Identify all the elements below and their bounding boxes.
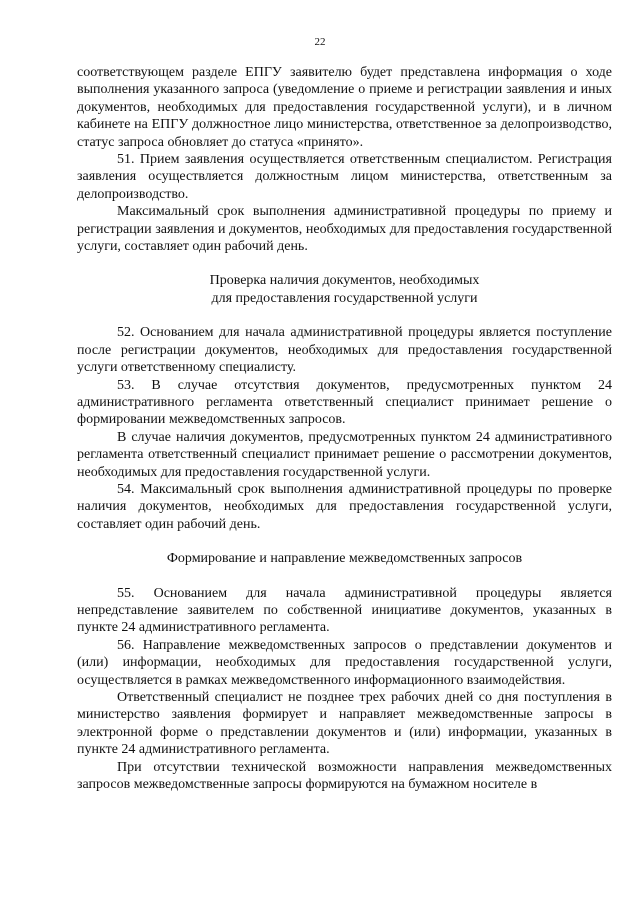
paragraph-55: 55. Основанием для начала административной процедуры является непредставление заявителем по собственной инициативе документов, указанных в пункте 24 административного регламента.: [77, 585, 612, 636]
paragraph-53: 53. В случае отсутствия документов, предусмотренных пунктом 24 административного регламента ответственный специалист принимает решение о формировании межведомственных запросов.: [77, 377, 612, 428]
heading-line: Формирование и направление межведомственных запросов: [166, 551, 523, 567]
document-body: [77, 64, 612, 793]
paragraph-continuation: соответствующем разделе ЕПГУ заявителю будет представлена информация о ходе выполнения указанного запроса (уведомление о приеме и регистрации заявления и иных документов, необходимых для предоставления государственной услуги), и в личном кабинете на ЕПГУ должностное лицо министерства, ответственное за делопроизводство, статус запроса обновляет до статуса «принято».: [77, 65, 612, 150]
paragraph-56: 56. Направление межведомственных запросов о представлении документов и (или) информации, необходимых для предоставления государственной услуги, осуществляется в рамках межведомственного информационного взаимодействия.: [77, 637, 612, 688]
paragraph-51-deadline: Максимальный срок выполнения административной процедуры по приему и регистрации заявления и документов, необходимых для предоставления государственной услуги, составляет один рабочий день.: [77, 204, 612, 255]
paragraph-54: 54. Максимальный срок выполнения административной процедуры по проверке наличия документов, необходимых для предоставления государственной услуги, составляет один рабочий день.: [77, 481, 612, 532]
page-number: 22: [314, 36, 326, 48]
section-heading-document-check: [77, 272, 612, 307]
paragraph-53-alt: В случае наличия документов, предусмотренных пунктом 24 административного регламента ответственный специалист принимает решение о рассмотрении документов, необходимых для предоставления государственной услуги.: [77, 429, 612, 480]
paragraph-51: 51. Прием заявления осуществляется ответственным специалистом. Регистрация заявления осуществляется должностным лицом министерства, ответственным за делопроизводство.: [77, 152, 612, 202]
paragraph-56-specialist: Ответственный специалист не позднее трех рабочих дней со дня поступления в министерство заявления формирует и направляет межведомственные запросы в электронной форме о представлении документов и (или) информации, указанных в пункте 24 административного регламента.: [77, 690, 612, 758]
heading-line-1: Проверка наличия документов, необходимых: [209, 273, 480, 289]
paragraph-52: 52. Основанием для начала административной процедуры является поступление после регистрации документов, необходимых для предоставления государственной услуги ответственному специалисту.: [77, 325, 612, 376]
heading-line-2: для предоставления государственной услуги: [211, 290, 478, 306]
paragraph-56-paper: При отсутствии технической возможности направления межведомственных запросов межведомственные запросы формируются на бумажном носителе в: [77, 759, 612, 793]
section-heading-interagency-requests: [77, 550, 612, 567]
